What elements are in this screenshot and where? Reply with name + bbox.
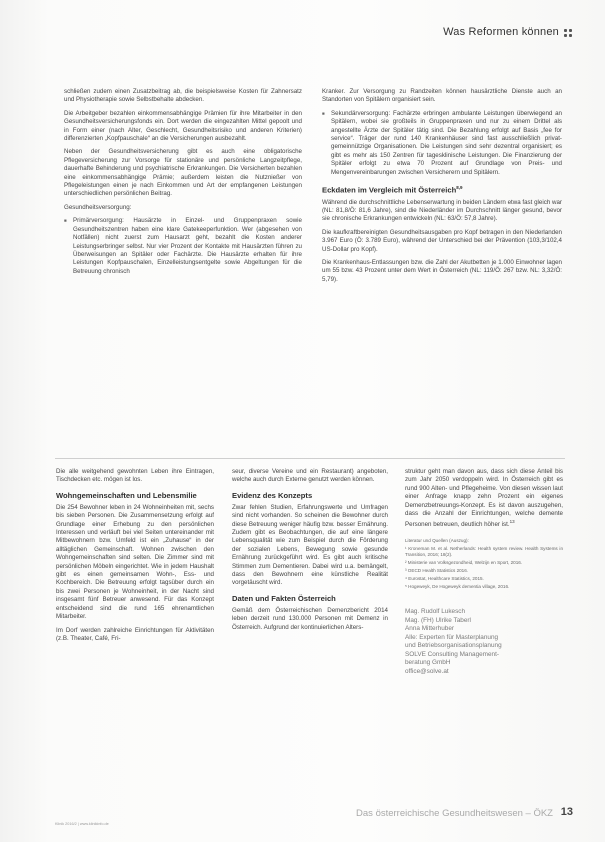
paragraph: Die Arbeitgeber bezahlen einkommensabhängige Prämien für ihre Mitarbeiter in den Gesundheitsversicherungsfonds ein. Dort werden die eingezahlten Mittel gepoolt und in Form einer (nach Alter, Geschlecht, Gesundheitsrisiko und anderen Kriterien) differenzierten „Kopfpauschale“ an die Versicherungen ausbezahlt.: [64, 109, 302, 143]
section-heading: Daten und Fakten Österreich: [232, 593, 336, 603]
author-email[interactable]: office@solve.at: [405, 668, 449, 676]
top-left-column: [64, 88, 302, 281]
section-heading: Evidenz des Konzepts: [232, 490, 313, 500]
footnote-ref: 13: [509, 519, 515, 525]
paragraph: Die 254 Bewohner leben in 24 Wohneinheiten mit, sechs bis sieben Personen. Die Zusammensetzung erfolgt auf Grundlage einer Erhebung zu den persönlichen Interessen und verläuft bei viel Seiten untereinander mit Mitbewohnern bzw. Umfeld ist ein „Zuhause“ in der alltäglichen Gemeinschaft. Wohnen zwischen den Wohngemeinschaften sind selten. Die Zimmer sind mit persönlichen Möbeln eingerichtet. Wie in jedem Haushalt gibt es einen gemeinsamen Wohn-, Ess- und Kochbereich. Die Betreuung erfolgt tagsüber durch ein bis zwei Personen je Wohneinheit, in der Nacht sind insgesamt fünf Betreuer anwesend. Für das Konzept entscheidend sind die rund 165 ehrenamtlichen Mitarbeiter.: [56, 503, 214, 621]
paragraph: Während die durchschnittliche Lebenserwartung in beiden Ländern etwa fast gleich war (NL: 81,8/Ö: 81,6 Jahre), sind die Niederländer im Durchschnitt länger gesund, bevor sie chronische Erkrankungen entwickeln (NL: 63/Ö: 57,8 Jahre).: [322, 198, 562, 223]
footnotes: [405, 538, 563, 590]
author-line: beratung GmbH: [405, 659, 451, 667]
author-line: Mag. (FH) Ulrike Taberl: [405, 616, 471, 624]
subheading: Gesundheitsversorgung:: [64, 203, 132, 211]
author-line: Alle: Experten für Masterplanung: [405, 633, 499, 641]
author-line: Anna Mitterhuber: [405, 625, 455, 633]
section-heading: Eckdaten im Vergleich mit Österreich$^{8,9}$: [322, 185, 463, 195]
paragraph: Die Krankenhaus-Entlassungen bzw. die Zahl der Akutbetten je 1.000 Einwohner lagen um 55 bzw. 43 Prozent unter dem Wert in Österreich (NL: 119/Ö: 267 bzw. NL: 3,32/Ö: 5,79).: [322, 259, 562, 283]
paragraph: Gemäß dem Österreichischen Demenzbericht 2014 leben derzeit rund 130.000 Personen mit Demenz in Österreich. Aufgrund der kontinuierlichen Alters-: [232, 606, 388, 631]
footnote: ³ OECD Health Statistics 2016.: [405, 567, 469, 573]
paragraph: Im Dorf werden zahlreiche Einrichtungen für Aktivitäten (z.B. Theater, Café, Fri-: [56, 626, 214, 642]
paragraph: Kranker. Zur Versorgung zu Randzeiten können hausärztliche Dienste auch an Standorten von Spitälern organisiert sein.: [322, 88, 562, 104]
four-square-grip-icon: [564, 29, 574, 39]
section-heading: Wohngemeinschaften und Lebensmilie: [56, 490, 197, 500]
paragraph: schließen zudem einen Zusatzbeitrag ab, die beispielsweise Kosten für Zahnersatz und Physiotherapie sowie Selbstbehalte abdecken.: [64, 88, 302, 104]
paragraph: Neben der Gesundheitsversicherung gibt es auch eine obligatorische Pflegeversicherung zur Vorsorge für stationäre und persönliche Langzeitpflege, dauerhafte Behinderung und psychiatrische Erkrankungen. Die Versicherten bezahlen eine einkommensabhängige Prämie; außerdem leisten die Nutznießer von Pflegeleistungen einen je nach Einkommen und Art der empfangenen Leistungen unterschiedlichen persönlichen Beitrag.: [64, 148, 302, 198]
author-line: und Betriebsorganisationsplanung: [405, 642, 502, 650]
section-divider: [55, 458, 565, 459]
footnote: ¹ Kroneman M. et al. Netherlands: Health system review. Health Systems in Transition, 2016; 18(2).: [405, 545, 563, 557]
paragraph: Die alle weitgehend gewohnten Leben ihre Eintragen, Tischdecken etc. mögen ist los.: [56, 468, 214, 484]
bottom-column-2: [232, 468, 388, 637]
paragraph: Die kaufkraftbereinigten Gesundheitsausgaben pro Kopf betragen in den Niederlanden 3.967 Euro (Ö: 3.789 Euro), während der Unterschied bei der Prävention (103,3/102,4 US-Dollar pro Kopf).: [322, 228, 562, 253]
section-title: Was Reformen können: [443, 26, 559, 38]
bottom-column-1: [56, 468, 214, 648]
author-block: [405, 608, 563, 677]
top-right-column: [322, 88, 562, 289]
page-number: 13: [560, 806, 573, 818]
paragraph: seur, diverse Vereine und ein Restaurant) angeboten, welche auch durch Externe genutzt werden können.: [232, 468, 388, 484]
magazine-title: Das österreichische Gesundheitswesen – ÖKZ: [356, 808, 553, 819]
bottom-column-3: [405, 468, 563, 677]
author-line: SOLVE Consulting Management-: [405, 650, 500, 658]
footnote: ² Ministerie van Volksgezondheid, Welzijn en Sport, 2016.: [405, 559, 523, 565]
footnote-ref: 8,9: [456, 185, 463, 191]
footnote: Literatur und Quellen (Auszug):: [405, 537, 469, 543]
footnote: ⁵ Hogeweyk, De Hogeweyk dementia village, 2016.: [405, 583, 510, 589]
footer-note: Klinik 2016/2 | www.klinikinfo.de: [55, 822, 109, 826]
footnote: ⁴ Eurostat, Healthcare Statistics, 2015.: [405, 575, 484, 581]
paragraph: struktur geht man davon aus, dass sich diese Anteil bis zum Jahr 2050 verdoppeln wird. In Österreich gibt es rund 900 Alten- und Pflegeheime. Von diesen wissen laut einer Anfrage knapp zehn Prozent ein eigenes Demenzbetreuungs-Konzept. Es ist davon auszugehen, dass die Anzahl der Einrichtungen, welche demente Personen betreuen, deutlich höher ist.$^{13}$: [405, 468, 563, 529]
bullet-item: ■ Primärversorgung: Hausärzte in Einzel- und Gruppenpraxen sowie Gesundheitszentren haben eine klare Gatekeeperfunktion. Wer (abgesehen von Notfällen) nicht zuerst zum Hausarzt geht, bezahlt die Kosten anderer Leistungserbringer selbst. Nur vier Prozent der Kontakte mit Hausärzten führen zu Überweisungen an Spitäler oder Fachärzte. Die Hausärzte erhalten für ihre Leistungen Kopfpauschalen, Einzelleistungsentgelte sowie Abgeltungen für die Betreuung chronisch: [64, 217, 302, 276]
author-line: Mag. Rudolf Lukesch: [405, 607, 466, 615]
paragraph: Zwar fehlen Studien, Erfahrungswerte und Umfragen sind nicht vorhanden. So scheinen die Bewohner durch diese Betreuung weniger häufig bzw. besser Ernährung. Zudem gibt es Beobachtungen, die auf eine längere Lebensqualität wie zum Beispiel durch die Förderung der sozialen Lebens, Bewegung sowie gesunde Ernährung zurückgeführt wird. Es gibt auch kritische Stimmen zum Dementieren. Dabei wird u.a. bemängelt, dass den Bewohnern eine künstliche Realität vorgetäuscht wird.: [232, 503, 388, 587]
bullet-item: ■ Sekundärversorgung: Fachärzte erbringen ambulante Leistungen überwiegend an Spitälern, wobei sie großteils in Gruppenpraxen und nur zu einem Drittel als angestellte Ärzte der Spitäler tätig sind. Die Bezahlung erfolgt auf Basis „fee for service“. Träger der rund 140 Krankenhäuser sind fast ausschließlich privat-gemeinnützige Organisationen. Die Leistungen sind sehr dezentral organisiert; es gibt es mehr als 150 Zentren für tagesklinische Leistungen. Die Finanzierung der Spitäler erfolgt zu etwa 70 Prozent auf Grundlage von Preis- und Mengenvereinbarungen zwischen Versicherern und Spitälern.: [322, 110, 562, 177]
